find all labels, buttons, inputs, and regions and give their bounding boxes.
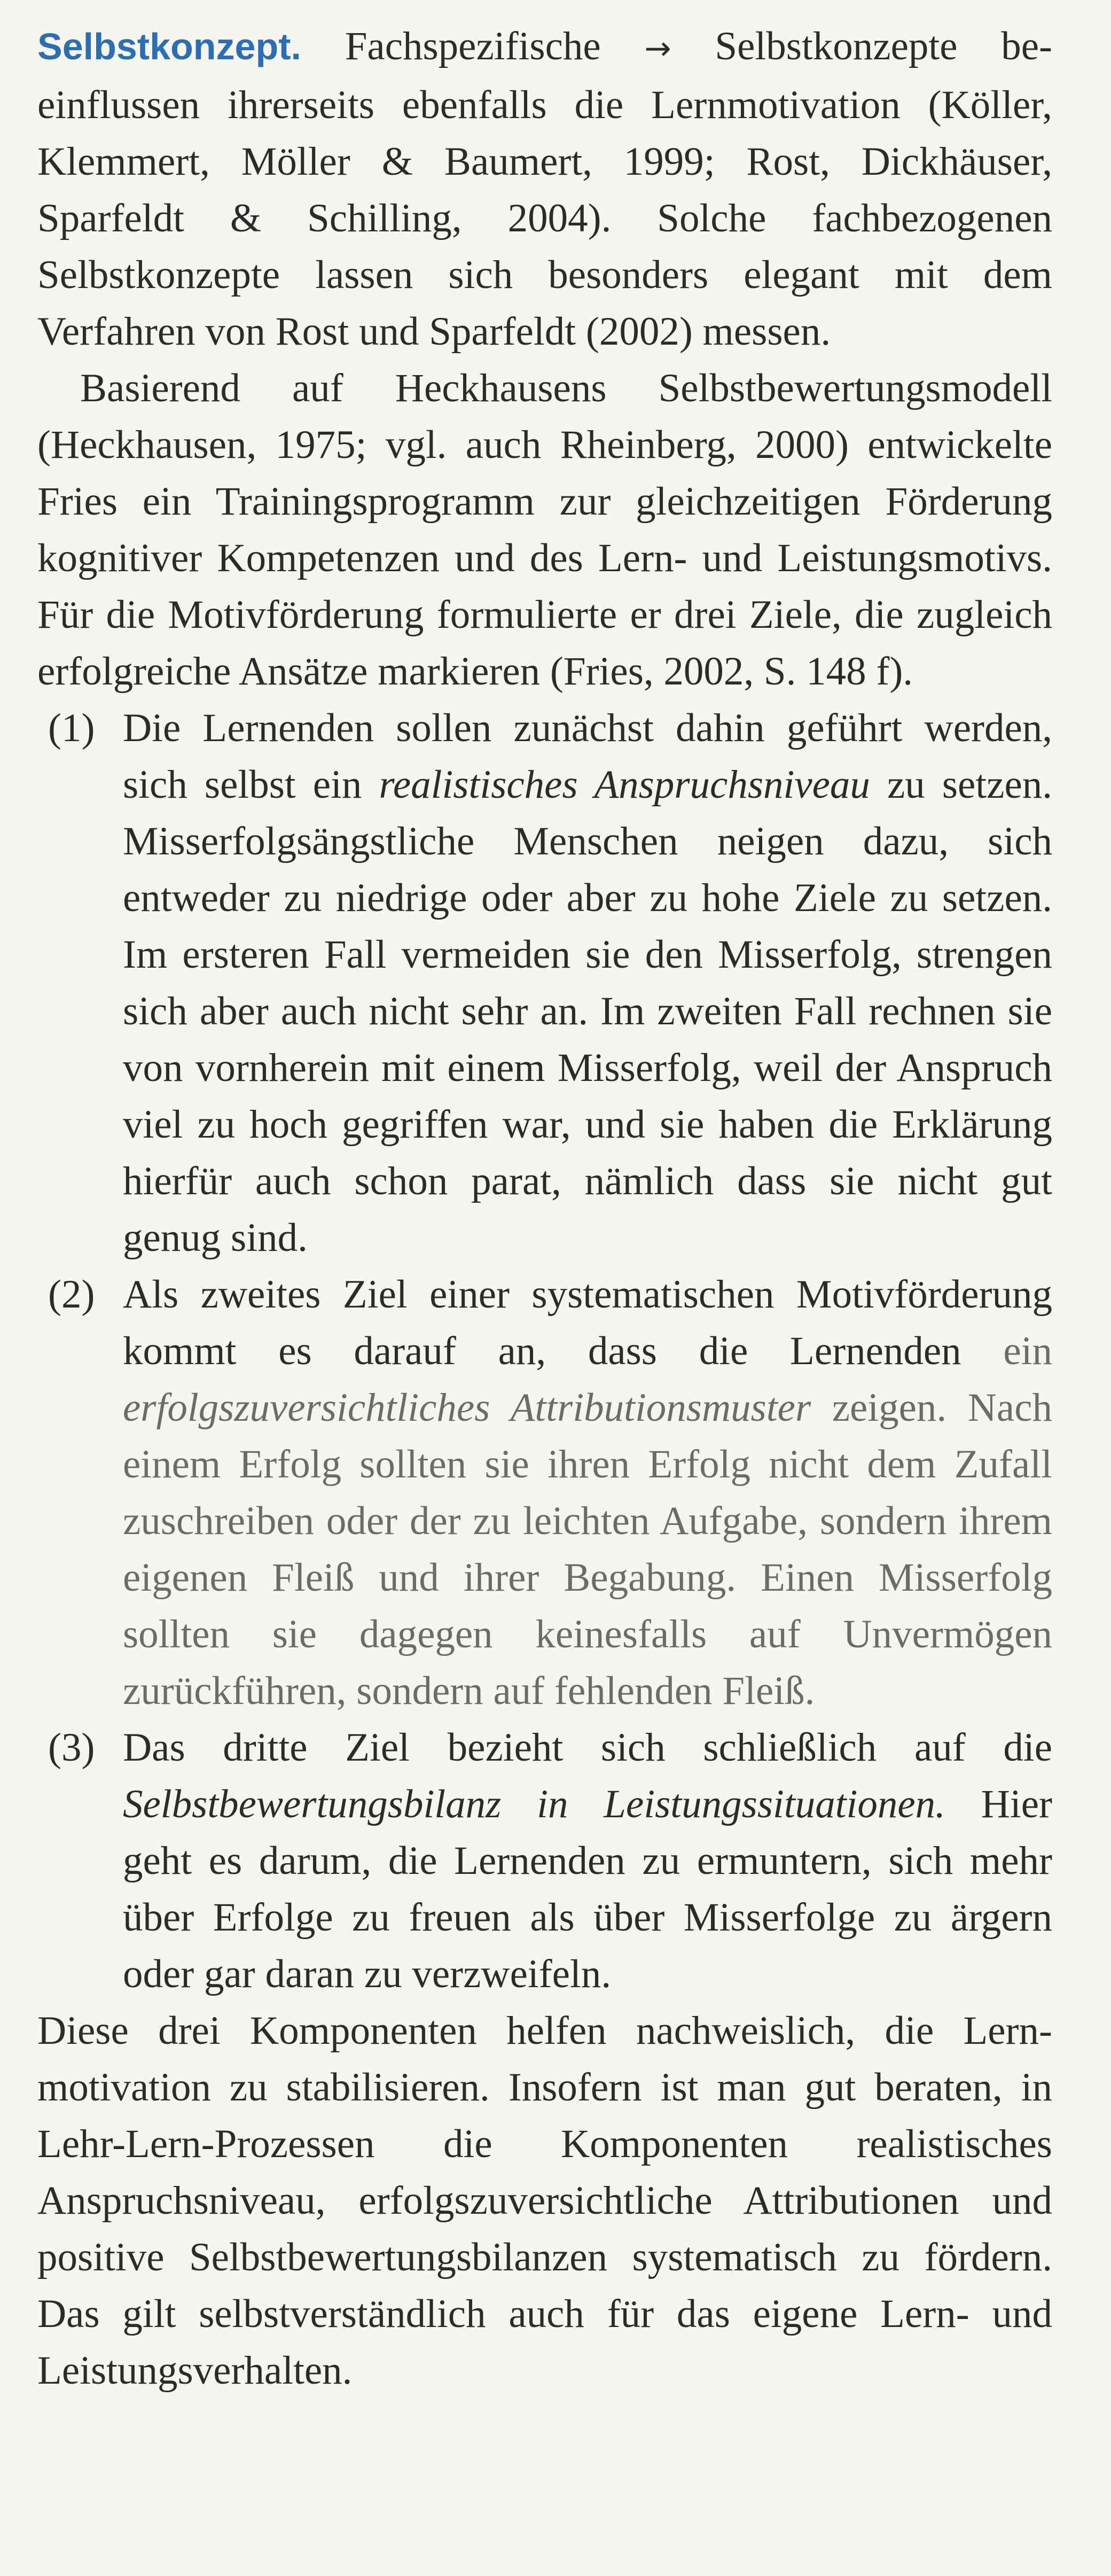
list-item-text [123, 1266, 1052, 1719]
section-keyword: Selbstkonzept. [37, 26, 301, 67]
body-paragraph: Basierend auf Heckhausens Selbstbewertungsmodell (Heckhausen, 1975; vgl. auch Rheinberg, 2000) entwickelte Fries ein Trainingsprogramm zur gleichzeitigen Förderung kognitiver Kompetenzen und des Lern- und Leistungsmotivs. Für die Motivförderung formulierte er drei Ziele, die zugleich erfolgreiche Ansätze markieren (Fries, 2002, S. 148 f). [37, 366, 1052, 694]
emphasis-term: realistisches Anspruchsniveau [379, 762, 870, 807]
arrow-icon: → [644, 30, 671, 67]
text-run: Die Lernenden sollen zunächst dahin geführt werden, sich selbst ein [123, 706, 1052, 807]
list-item-text [123, 700, 1052, 1266]
document-page [37, 18, 1052, 2399]
emphasis-term: erfolgszuversichtliches Attributionsmuster [123, 1386, 811, 1430]
emphasis-term: Selbstbewertungsbilanz in Leistungssituationen. [123, 1782, 945, 1826]
goal-list [37, 700, 1052, 2003]
list-number: (2) [48, 1272, 95, 1317]
intro-text-start: Fachspezifische [345, 24, 601, 68]
text-run: Das dritte Ziel bezieht sich schließlich auf die [123, 1725, 1052, 1770]
text-run: zeigen. Nach einem Erfolg sollten sie ihren Erfolg nicht dem Zufall zuschreiben oder der zu leichten Aufgabe, sondern ihrem eigenen Fleiß und ihrer Begabung. Einen Misserfolg sollten sie dagegen keinesfalls auf Unvermögen zurückführen, sondern auf fehlenden Fleiß. [123, 1386, 1052, 1713]
list-item-1 [37, 700, 1052, 1266]
list-number: (3) [48, 1725, 95, 1770]
list-item-text [123, 1719, 1052, 2003]
text-run: ein [961, 1329, 1052, 1373]
faded-text-block [123, 1329, 1052, 1713]
intro-text-rest: Selbstkonzepte beeinflussen ihrerseits ebenfalls die Lernmotivation (Köller, Klemmert, Möller & Baumert, 1999; Rost, Dickhäuser, Sparfeldt & Schilling, 2004). Solche fachbezogenen Selbstkonzepte lassen sich besonders elegant mit dem Verfahren von Rost und Sparfeldt (2002) messen. [37, 24, 1052, 354]
list-number: (1) [48, 706, 95, 750]
list-item-3 [37, 1719, 1052, 2003]
closing-paragraph: Diese drei Komponenten helfen nachweislich, die Lernmotivation zu stabilisieren. Insofern ist man gut beraten, in Lehr-Lern-Prozessen die Komponenten realistisches Anspruchsniveau, erfolgszuversichtliche Attributionen und positive Selbstbewertungsbilanzen systematisch zu fördern. Das gilt selbstverständlich auch für das eigene Lern- und Leistungsverhalten. [37, 2009, 1052, 2393]
text-run: zu setzen. Misserfolgsängstliche Menschen neigen dazu, sich entweder zu niedrige oder aber zu hohe Ziele zu setzen. Im ersteren Fall vermeiden sie den Misserfolg, strengen sich aber auch nicht sehr an. Im zweiten Fall rechnen sie von vornherein mit einem Misserfolg, weil der Anspruch viel zu hoch gegriffen war, und sie haben die Erklärung hierfür auch schon parat, nämlich dass sie nicht gut genug sind. [123, 762, 1052, 1260]
list-item-2 [37, 1266, 1052, 1719]
intro-paragraph [37, 18, 1052, 360]
text-run: Als zweites Ziel einer systematischen Motivförderung kommt es darauf an, dass die Lernenden [123, 1272, 1052, 1373]
text-run: Hier geht es darum, die Lernenden zu ermuntern, sich mehr über Erfolge zu freuen als über Misserfolge zu ärgern oder gar daran zu verzweifeln. [123, 1782, 1052, 1996]
